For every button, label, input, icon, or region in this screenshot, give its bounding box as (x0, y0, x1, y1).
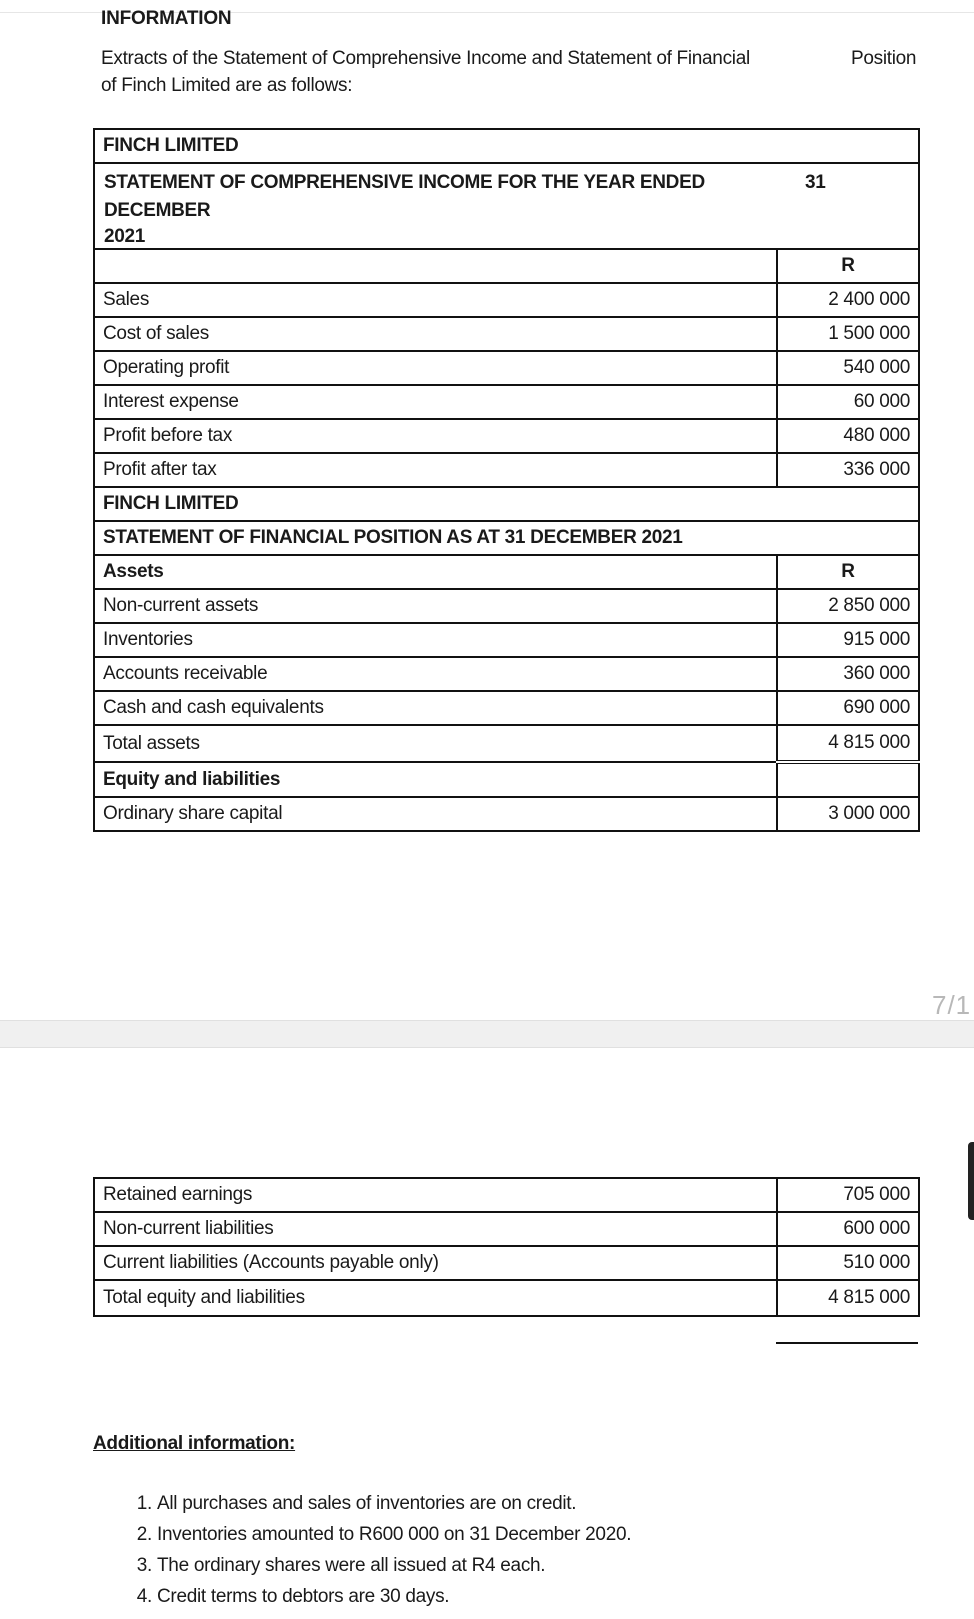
scroll-handle[interactable] (968, 1142, 974, 1220)
row-value: 2 850 000 (777, 589, 919, 623)
row-value: 2 400 000 (777, 283, 919, 317)
row-value: 1 500 000 (777, 317, 919, 351)
row-label: Profit after tax (94, 453, 777, 487)
row-label: Sales (94, 283, 777, 317)
table-row (94, 453, 919, 487)
table-row (94, 657, 919, 691)
table-row (94, 623, 919, 657)
position-statement-title: STATEMENT OF FINANCIAL POSITION AS AT 31 DECEMBER 2021 (94, 521, 919, 555)
row-label: Interest expense (94, 385, 777, 419)
row-value: 480 000 (777, 419, 919, 453)
table-row (94, 1212, 919, 1246)
equity-heading: Equity and liabilities (94, 762, 777, 797)
income-title-line-3: 2021 (104, 226, 146, 247)
income-title-line-1: STATEMENT OF COMPREHENSIVE INCOME FOR THE YEAR ENDED (104, 172, 705, 193)
income-title-31: 31 (805, 172, 826, 193)
row-label: Accounts receivable (94, 657, 777, 691)
income-title-line-2: DECEMBER (104, 200, 211, 221)
assets-heading: Assets (94, 555, 777, 589)
equity-header-blank (777, 762, 919, 797)
table-row (94, 589, 919, 623)
list-item: 4. Credit terms to debtors are 30 days. (157, 1581, 631, 1612)
additional-info-list (125, 1488, 631, 1612)
page-break (0, 1020, 974, 1048)
total-assets-value: 4 815 000 (777, 725, 919, 762)
table-row (94, 797, 919, 831)
financial-statements-table (93, 128, 920, 832)
row-label: Current liabilities (Accounts payable only) (94, 1246, 777, 1280)
table-row (94, 283, 919, 317)
row-value: 510 000 (777, 1246, 919, 1280)
row-label: Ordinary share capital (94, 797, 777, 831)
total-assets-label: Total assets (94, 725, 777, 762)
row-label: Cash and cash equivalents (94, 691, 777, 725)
intro-line-1: Extracts of the Statement of Comprehensive Income and Statement of Financial (101, 48, 750, 69)
table-row (94, 691, 919, 725)
table-row (94, 351, 919, 385)
row-value: 705 000 (777, 1178, 919, 1212)
row-label: Non-current assets (94, 589, 777, 623)
position-company-name: FINCH LIMITED (94, 487, 919, 521)
row-value: 600 000 (777, 1212, 919, 1246)
total-equity-liabilities-value: 4 815 000 (777, 1280, 919, 1316)
financial-position-continued-table (93, 1177, 920, 1317)
table-row (94, 1178, 919, 1212)
row-label: Inventories (94, 623, 777, 657)
table-row (94, 1246, 919, 1280)
income-statement-title (94, 163, 919, 249)
table-row (94, 1280, 919, 1316)
row-label: Non-current liabilities (94, 1212, 777, 1246)
row-label: Cost of sales (94, 317, 777, 351)
intro-position-word: Position (851, 48, 917, 69)
row-value: 60 000 (777, 385, 919, 419)
row-label: Retained earnings (94, 1178, 777, 1212)
total-underline-rule (776, 1342, 918, 1344)
table-row (94, 419, 919, 453)
section-heading: INFORMATION (101, 8, 232, 29)
list-item: 1. All purchases and sales of inventories are on credit. (157, 1488, 631, 1519)
page-number: 7/1 (932, 990, 972, 1020)
row-value: 336 000 (777, 453, 919, 487)
income-header-blank (94, 249, 777, 283)
position-currency-header: R (777, 555, 919, 589)
total-equity-liabilities-label: Total equity and liabilities (94, 1280, 777, 1316)
row-value: 915 000 (777, 623, 919, 657)
row-value: 360 000 (777, 657, 919, 691)
intro-line-2: of Finch Limited are as follows: (101, 75, 353, 96)
row-value: 540 000 (777, 351, 919, 385)
row-label: Operating profit (94, 351, 777, 385)
list-item: 2. Inventories amounted to R600 000 on 31 December 2020. (157, 1519, 631, 1550)
row-value: 3 000 000 (777, 797, 919, 831)
table-row (94, 725, 919, 762)
row-label: Profit before tax (94, 419, 777, 453)
income-currency-header: R (777, 249, 919, 283)
income-company-name: FINCH LIMITED (94, 129, 919, 163)
row-value: 690 000 (777, 691, 919, 725)
table-row (94, 385, 919, 419)
table-row (94, 317, 919, 351)
list-item: 3. The ordinary shares were all issued at R4 each. (157, 1550, 631, 1581)
additional-info-title: Additional information: (93, 1433, 296, 1454)
